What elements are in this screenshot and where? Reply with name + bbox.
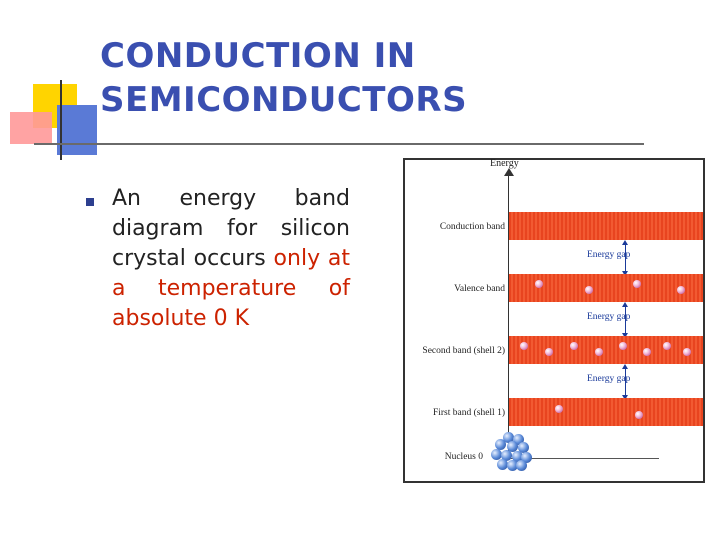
energy-band-diagram (403, 158, 705, 483)
energy-gap-label: Energy gap (587, 250, 631, 260)
electron-icon (585, 286, 593, 294)
slide-title-line-2: SEMICONDUCTORS (100, 80, 468, 120)
bullet-text-highlight: only at a temperature of absolute 0 K (112, 246, 350, 331)
conduction-band (509, 212, 703, 240)
second-band-label: Second band (shell 2) (422, 346, 505, 356)
second-band (509, 336, 703, 364)
energy-axis-arrow-icon (504, 168, 514, 176)
bullet-square-icon (86, 198, 94, 206)
electron-icon (535, 280, 543, 288)
valence-band (509, 274, 703, 302)
decor-pink-square (10, 112, 52, 144)
decor-vertical-line (60, 80, 62, 160)
nucleus-icon (489, 432, 533, 472)
valence-band-label: Valence band (454, 284, 505, 294)
electron-icon (595, 348, 603, 356)
electron-icon (683, 348, 691, 356)
bullet-text-part-1: An energy band diagram for silicon crystal occurs (112, 186, 350, 271)
electron-icon (635, 411, 643, 419)
electron-icon (619, 342, 627, 350)
slide-title-line-1: CONDUCTION IN (100, 36, 416, 76)
electron-icon (677, 286, 685, 294)
electron-icon (555, 405, 563, 413)
slide-title (100, 34, 467, 122)
conduction-band-label: Conduction band (439, 222, 505, 232)
electron-icon (633, 280, 641, 288)
electron-icon (520, 342, 528, 350)
electron-icon (663, 342, 671, 350)
decor-horizontal-line (34, 143, 644, 145)
proton-icon (516, 460, 527, 471)
energy-gap-label: Energy gap (587, 374, 631, 384)
nucleus-label: Nucleus 0 (444, 452, 483, 462)
energy-axis-label: Energy (490, 158, 519, 169)
decor-blue-square (57, 105, 97, 155)
electron-icon (545, 348, 553, 356)
electron-icon (570, 342, 578, 350)
electron-icon (643, 348, 651, 356)
energy-gap-label: Energy gap (587, 312, 631, 322)
first-band-label: First band (shell 1) (432, 408, 505, 418)
bullet-text (112, 184, 350, 334)
first-band (509, 398, 703, 426)
